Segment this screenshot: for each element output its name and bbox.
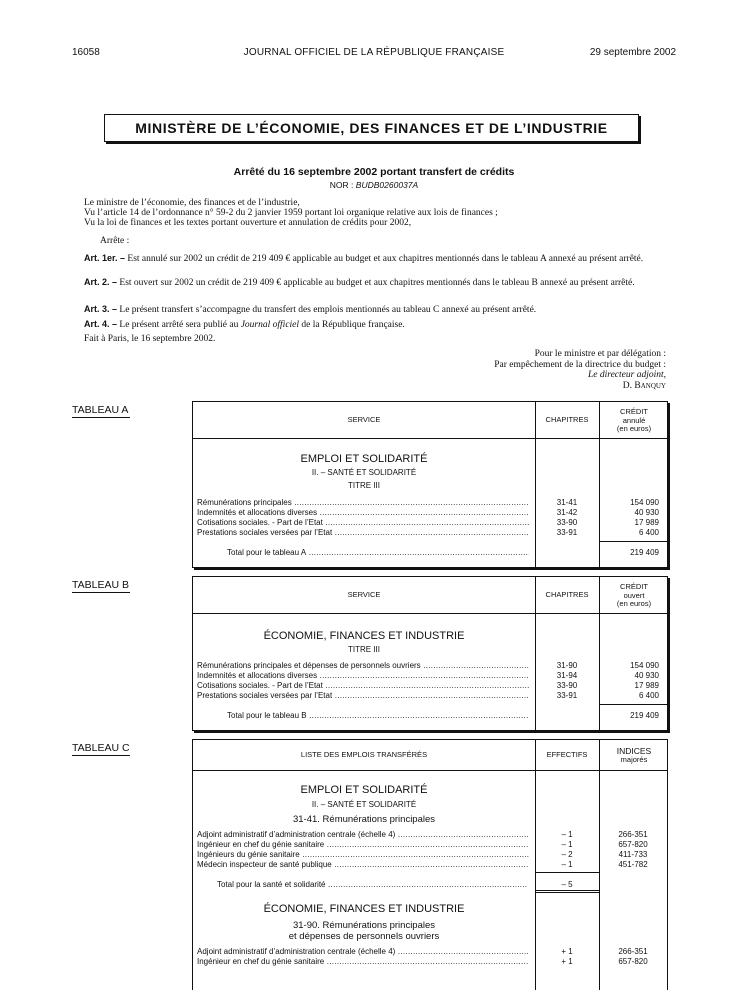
table-row: Cotisations sociales. - Part de l’Etat ..... 33-90 17 989	[197, 681, 673, 691]
preamble-line-1: Le ministre de l’économie, des finances et de l’industrie,	[84, 198, 300, 208]
nor-reference	[0, 180, 748, 190]
tableau-b	[192, 576, 668, 731]
tableau-c-col-liste: LISTE DES EMPLOIS TRANSFÉRÉS	[300, 750, 428, 759]
nor-code: BUDB0260037A	[355, 180, 419, 190]
nor-label: NOR :	[329, 180, 354, 190]
article-2	[84, 277, 674, 289]
arrete-word: Arrête :	[100, 236, 130, 246]
tableau-c-col-effectifs: EFFECTIFS	[546, 750, 588, 759]
fait-a-paris: Fait à Paris, le 16 septembre 2002.	[84, 334, 216, 344]
tableau-b-col-credit: CRÉDIT ouvert (en euros)	[616, 582, 652, 608]
tableau-c-section-1: EMPLOI ET SOLIDARITÉ	[300, 784, 428, 796]
tableau-b-label: TABLEAU B	[72, 579, 129, 591]
article-4-text-before: Le présent arrêté sera publié au	[119, 320, 239, 330]
tableau-a-titre: TITRE III	[348, 481, 380, 490]
table-row: Ingénieur en chef du génie sanitaire ..... – 1 657-820	[197, 840, 673, 850]
tableau-c-label: TABLEAU C	[72, 742, 130, 754]
article-1-text: Est annulé sur 2002 un crédit de 219 409 € applicable au budget et aux chapitres mentionnés dans le tableau A annexé au présent arrêté.	[127, 254, 644, 264]
tableau-a-total-row: Total pour le tableau A ..... 219 409	[227, 548, 667, 558]
table-row: Prestations sociales versées par l’Etat ..... 33-91 6 400	[197, 691, 673, 701]
tableau-c-subsection-1: II. – SANTÉ ET SOLIDARITÉ	[311, 800, 417, 809]
article-4-text-after: de la République française.	[301, 320, 405, 330]
signature-block	[494, 349, 666, 391]
article-4	[84, 319, 674, 331]
table-row: Adjoint administratif d’administration centrale (échelle 4) ..... – 1 266-351	[197, 830, 673, 840]
tableau-c-chapter-2-line-2: et dépenses de personnels ouvriers	[288, 931, 440, 942]
tableau-b-col-chapitres: CHAPITRES	[545, 590, 589, 599]
tableau-a-label: TABLEAU A	[72, 404, 129, 416]
ministry-name: MINISTÈRE DE L’ÉCONOMIE, DES FINANCES ET DE L’INDUSTRIE	[135, 120, 608, 136]
article-2-text: Est ouvert sur 2002 un crédit de 219 409 € applicable au budget et aux chapitres mentionnés dans le tableau B annexé au présent arrêté.	[119, 278, 635, 288]
signature-line-3: Le directeur adjoint,	[587, 370, 666, 380]
table-row: Ingénieur en chef du génie sanitaire ..... + 1 657-820	[197, 957, 673, 967]
article-2-label: Art. 2. –	[84, 277, 118, 287]
article-3-label: Art. 3. –	[84, 304, 118, 314]
table-row: Ingénieurs du génie sanitaire ..... – 2 411-733	[197, 850, 673, 860]
article-4-journal: Journal officiel	[240, 320, 300, 330]
tableau-c-chapter-1: 31-41. Rémunérations principales	[292, 814, 436, 825]
tableau-a-section: EMPLOI ET SOLIDARITÉ	[300, 453, 428, 465]
table-row: Rémunérations principales ..... 31-41 154 090	[197, 498, 673, 508]
tableau-a-col-service: SERVICE	[347, 415, 381, 424]
tableau-a-col-chapitres: CHAPITRES	[545, 415, 589, 424]
tableau-c-col-indices: INDICES majorés	[616, 746, 652, 764]
article-4-label: Art. 4. –	[84, 319, 118, 329]
tableau-c-section-2: ÉCONOMIE, FINANCES ET INDUSTRIE	[263, 903, 465, 915]
tableau-a-col-credit: CRÉDIT annulé (en euros)	[616, 407, 652, 433]
journal-title: JOURNAL OFFICIEL DE LA RÉPUBLIQUE FRANÇAISE	[243, 47, 505, 58]
tableau-b-col-service: SERVICE	[347, 590, 381, 599]
table-row: Adjoint administratif d’administration centrale (échelle 4) ..... + 1 266-351	[197, 947, 673, 957]
article-1-label: Art. 1er. –	[84, 253, 126, 263]
ministry-banner	[104, 114, 639, 142]
preamble-line-3: Vu la loi de finances et les textes portant ouverture et annulation de crédits pour 2002,	[84, 218, 412, 228]
tableau-b-total-row: Total pour le tableau B ..... 219 409	[227, 711, 667, 721]
table-row: Rémunérations principales et dépenses de personnels ouvriers ..... 31-90 154 090	[197, 661, 673, 671]
tableau-a	[192, 401, 668, 568]
table-row: Indemnités et allocations diverses ..... 31-42 40 930	[197, 508, 673, 518]
issue-date: 29 septembre 2002	[589, 47, 676, 58]
tableau-c-chapter-2-line-1: 31-90. Rémunérations principales	[292, 920, 436, 931]
page-number: 16058	[72, 47, 100, 58]
article-3-text: Le présent transfert s’accompagne du transfert des emplois mentionnés au tableau C annexé au présent arrêté.	[119, 305, 537, 315]
tableau-a-subsection: II. – SANTÉ ET SOLIDARITÉ	[311, 468, 417, 477]
signature-name: D. Banquy	[622, 380, 666, 391]
signature-line-1: Pour le ministre et par délégation :	[534, 349, 666, 359]
decree-title: Arrêté du 16 septembre 2002 portant transfert de crédits	[233, 166, 515, 178]
tableau-c	[192, 739, 668, 990]
article-1	[84, 253, 674, 265]
tableau-b-section: ÉCONOMIE, FINANCES ET INDUSTRIE	[263, 630, 465, 642]
table-row: Prestations sociales versées par l’Etat ..... 33-91 6 400	[197, 528, 673, 538]
article-3	[84, 304, 674, 316]
signature-line-2: Par empêchement de la directrice du budget :	[494, 359, 666, 370]
table-row: Indemnités et allocations diverses ..... 31-94 40 930	[197, 671, 673, 681]
table-row: Médecin inspecteur de santé publique ..... – 1 451-782	[197, 860, 673, 870]
tableau-c-total-row: Total pour la santé et solidarité ..... – 5	[217, 880, 657, 890]
table-row: Cotisations sociales. - Part de l’Etat ..... 33-90 17 989	[197, 518, 673, 528]
tableau-b-titre: TITRE III	[348, 645, 380, 654]
preamble-line-2: Vu l’article 14 de l’ordonnance n° 59-2 du 2 janvier 1959 portant loi organique relative aux lois de finances ;	[84, 208, 498, 218]
